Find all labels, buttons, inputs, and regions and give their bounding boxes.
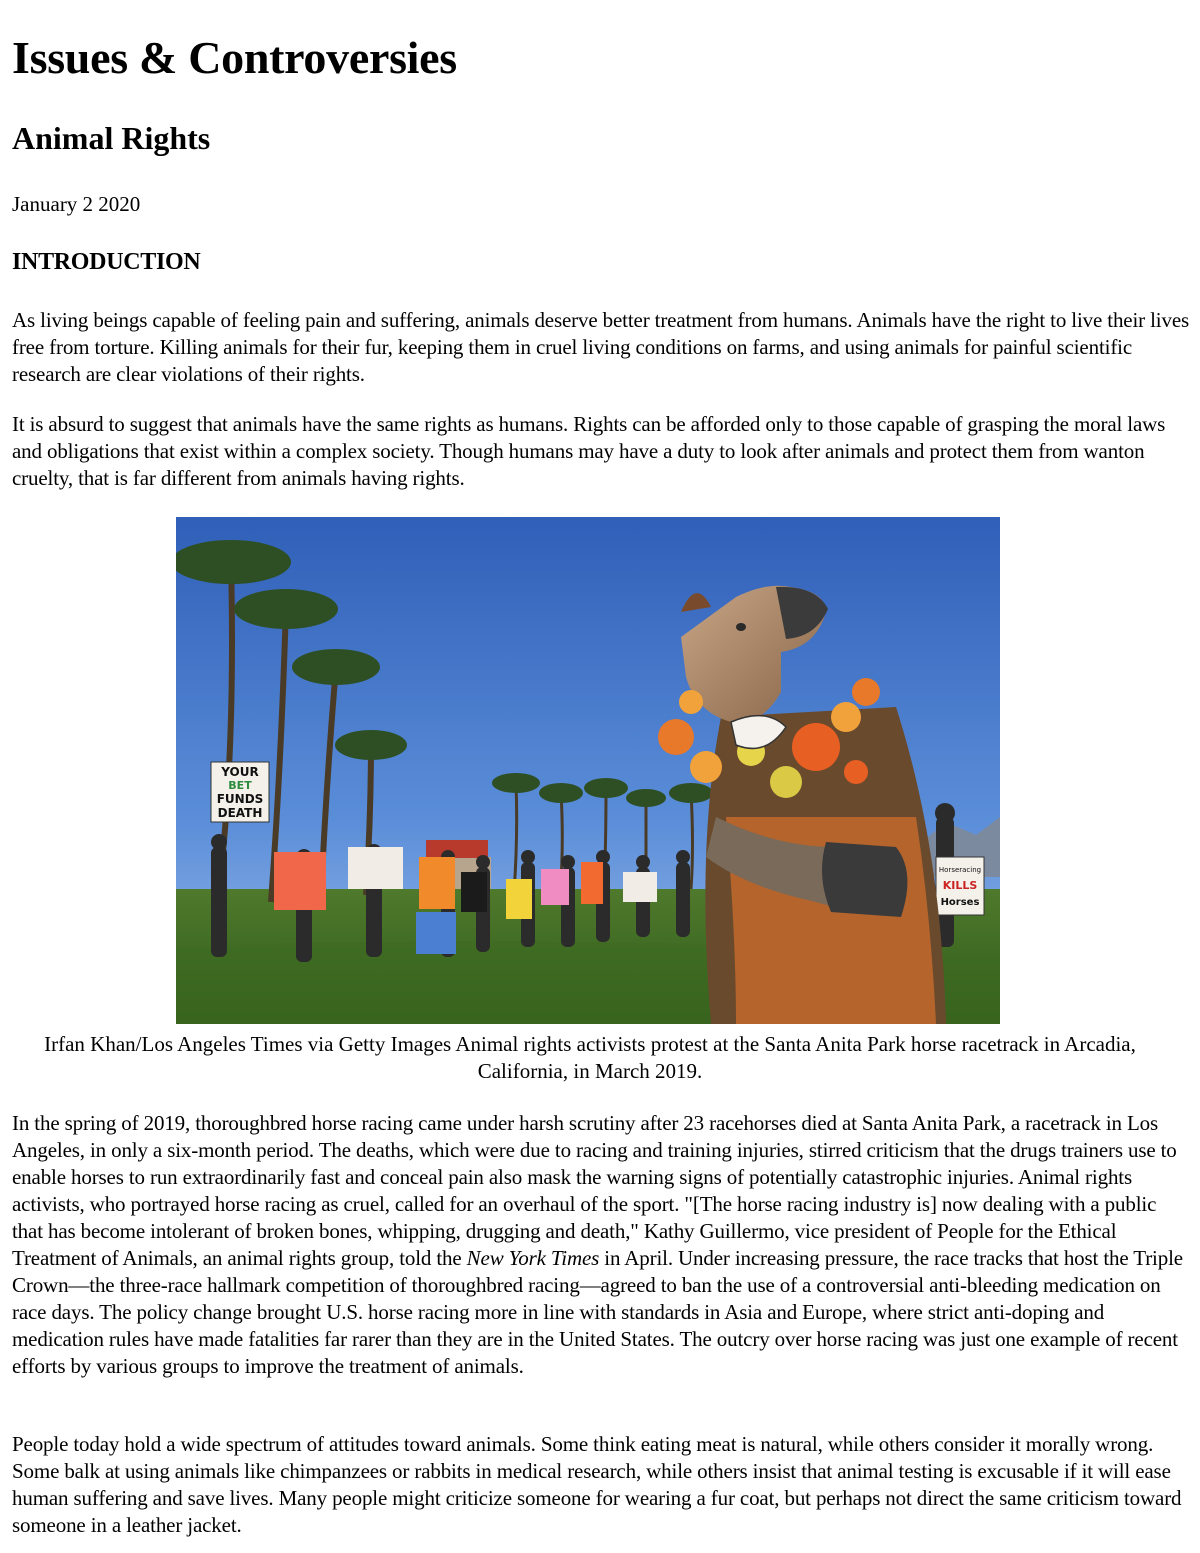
article-date: January 2 2020 xyxy=(12,192,141,216)
intro-paragraph-pro: As living beings capable of feeling pain and suffering, animals deserve better treatment from humans. Animals have the right to live their lives free from torture. Killing animals for their fur, keeping them in cruel living conditions on farms, and using animals for painful scientific research are clear violations of their rights. xyxy=(12,308,1190,386)
section-heading: INTRODUCTION xyxy=(12,249,201,275)
photo-caption: Irfan Khan/Los Angeles Times via Getty Images Animal rights activists protest at the Santa Anita Park horse racetrack in Arcadia, California, in March 2019. xyxy=(44,1032,1136,1083)
protest-sign-horseracing xyxy=(936,857,984,915)
svg-text:YOUR: YOUR xyxy=(221,765,259,779)
svg-text:Horses: Horses xyxy=(940,897,980,908)
paragraph-text-part: in April. Under increasing pressure, the race tracks that host the Triple Crown—the three-race hallmark competition of thoroughbred racing—agreed to ban the use of a controversial anti-bleeding medication on race days. The policy change brought U.S. horse racing more in line with standards in Asia and Europe, where strict anti-doping and medication rules have made fatalities far rarer than they are in the United States. The outcry over horse racing was just one example of recent efforts by various groups to improve the treatment of animals. xyxy=(12,1246,1183,1378)
paragraph-text-part: In the spring of 2019, thoroughbred horse racing came under harsh scrutiny after 23 racehorses died at Santa Anita Park, a racetrack in Los Angeles, in only a six-month period. The deaths, which were due to racing and training injuries, stirred criticism that the drugs trainers use to enable horses to run extraordinarily fast and conceal pain also mask the warning signs of potentially catastrophic injuries. Animal rights activists, who portrayed horse racing as cruel, called for an overhaul of the sport. "[The horse racing industry is] now dealing with a public that has become intolerant of broken bones, whipping, drugging and death," Kathy Guillermo, vice president of People for the Ethical Treatment of Animals, an animal rights group, told the xyxy=(12,1111,1177,1270)
body-paragraph-attitudes: People today hold a wide spectrum of attitudes toward animals. Some think eating meat is natural, while others consider it morally wrong. Some balk at using animals like chimpanzees or rabbits in medical research, while others insist that animal testing is excusable if it will ease human suffering and save lives. Many people might criticize someone for wearing a fur coat, but perhaps not direct the same criticism toward someone in a leather jacket. xyxy=(12,1432,1182,1537)
publication-name: New York Times xyxy=(466,1246,600,1270)
body-paragraph-horse-racing xyxy=(12,1110,1190,1380)
svg-text:Horseracing: Horseracing xyxy=(938,866,982,874)
svg-text:KILLS: KILLS xyxy=(942,879,978,892)
svg-text:DEATH: DEATH xyxy=(217,806,263,820)
svg-text:FUNDS: FUNDS xyxy=(216,792,264,806)
publication-title: Issues & Controversies xyxy=(12,32,457,83)
svg-text:BET: BET xyxy=(228,779,252,792)
protest-photo-illustration xyxy=(176,517,1000,1024)
protest-sign-bet xyxy=(211,762,269,822)
protest-photo xyxy=(176,517,1000,1024)
article-title: Animal Rights xyxy=(12,120,211,156)
intro-paragraph-con: It is absurd to suggest that animals have the same rights as humans. Rights can be afforded only to those capable of grasping the moral laws and obligations that exist within a complex society. Though humans may have a duty to look after animals and protect them from wanton cruelty, that is far different from animals having rights. xyxy=(12,412,1166,490)
